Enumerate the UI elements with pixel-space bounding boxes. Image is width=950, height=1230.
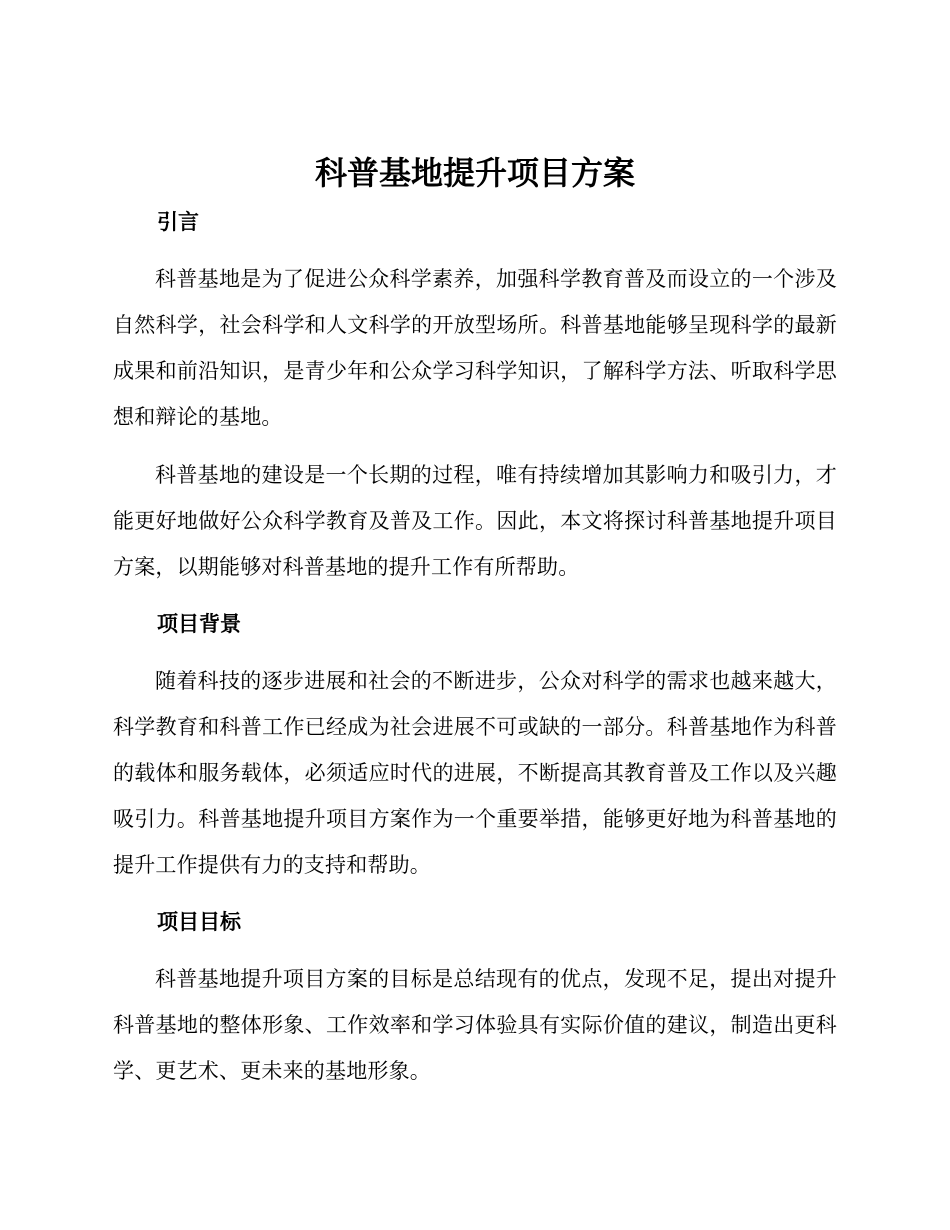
paragraph: 科普基地是为了促进公众科学素养，加强科学教育普及而设立的一个涉及自然科学，社会科学和人文科学的开放型场所。科普基地能够呈现科学的最新成果和前沿知识，是青少年和公众学习科学知识，了解科学方法、听取科学思想和辩论的基地。 (113, 267, 837, 429)
paragraph: 随着科技的逐步进展和社会的不断进步，公众对科学的需求也越来越大，科学教育和科普工作已经成为社会进展不可或缺的一部分。科普基地作为科普的载体和服务载体，必须适应时代的进展，不断提高其教育普及工作以及兴趣吸引力。科普基地提升项目方案作为一个重要举措，能够更好地为科普基地的提升工作提供有力的支持和帮助。 (113, 669, 837, 877)
paragraph: 科普基地的建设是一个长期的过程，唯有持续增加其影响力和吸引力，才能更好地做好公众科学教育及普及工作。因此，本文将探讨科普基地提升项目方案，以期能够对科普基地的提升工作有所帮助。 (113, 463, 837, 579)
section-heading: 引言 (157, 210, 199, 234)
section-goals (113, 900, 837, 1094)
document-body (113, 200, 837, 1094)
page-title: 科普基地提升项目方案 (314, 154, 635, 192)
section-introduction (113, 200, 837, 602)
section-heading: 项目背景 (157, 612, 241, 636)
section-background (113, 602, 837, 900)
paragraph: 科普基地提升项目方案的目标是总结现有的优点，发现不足，提出对提升科普基地的整体形象、工作效率和学习体验具有实际价值的建议，制造出更科学、更艺术、更未来的基地形象。 (113, 967, 837, 1083)
section-heading: 项目目标 (157, 910, 241, 934)
